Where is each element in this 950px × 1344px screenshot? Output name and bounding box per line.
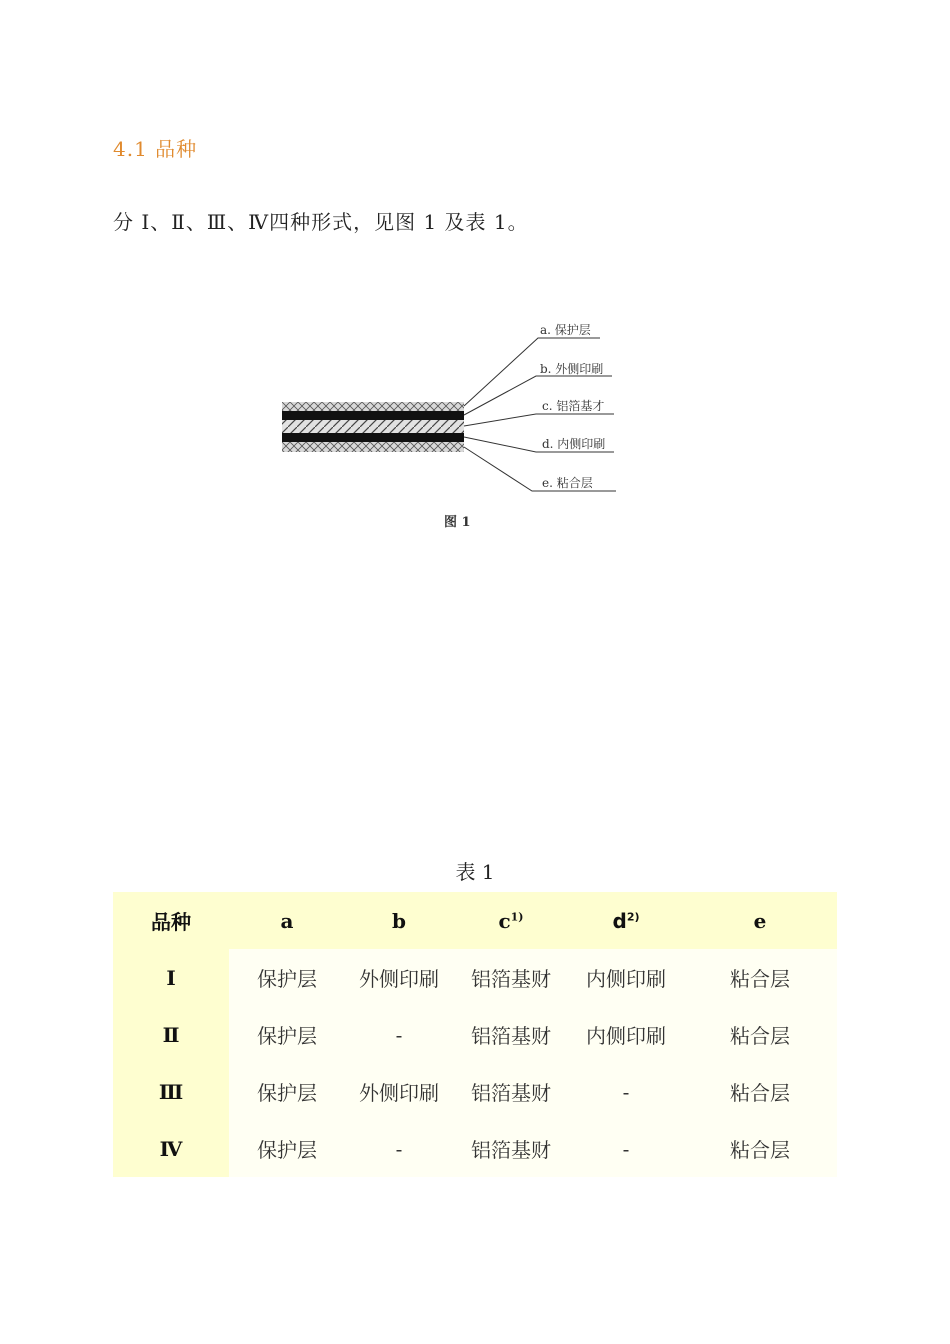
table-caption: 表 1 bbox=[455, 860, 495, 884]
figure-label-a: a. 保护层 bbox=[540, 323, 591, 337]
header-c-note: 1) bbox=[510, 909, 524, 923]
header-b: b bbox=[345, 892, 453, 949]
table-header-row bbox=[113, 892, 837, 949]
header-c bbox=[453, 892, 569, 949]
table-row bbox=[113, 1006, 837, 1063]
table-row bbox=[113, 1063, 837, 1120]
figure-caption: 图 1 bbox=[444, 515, 471, 530]
table-cell: - bbox=[345, 1006, 453, 1063]
table-cell: 粘合层 bbox=[683, 1120, 837, 1177]
table-cell: 外侧印刷 bbox=[345, 949, 453, 1006]
body-paragraph: 分 Ⅰ、Ⅱ、Ⅲ、Ⅳ四种形式，见图 1 及表 1。 bbox=[113, 210, 529, 234]
header-c-label: c bbox=[498, 908, 511, 933]
row-type: Ⅱ bbox=[113, 1006, 229, 1063]
figure-label-d: d. 内侧印刷 bbox=[542, 437, 606, 451]
table-cell: 粘合层 bbox=[683, 949, 837, 1006]
table-cell: 保护层 bbox=[229, 1006, 345, 1063]
header-d-label: d bbox=[612, 908, 627, 933]
header-e: e bbox=[683, 892, 837, 949]
table-cell: 铝箔基财 bbox=[453, 1063, 569, 1120]
table-cell: 外侧印刷 bbox=[345, 1063, 453, 1120]
row-type: Ⅳ bbox=[113, 1120, 229, 1177]
variety-table bbox=[113, 892, 837, 1177]
table-cell: 粘合层 bbox=[683, 1006, 837, 1063]
layer-c bbox=[282, 420, 464, 433]
table-cell: 粘合层 bbox=[683, 1063, 837, 1120]
leader-line-c bbox=[464, 414, 614, 426]
table-cell: - bbox=[569, 1063, 683, 1120]
table-cell: 保护层 bbox=[229, 1120, 345, 1177]
table-cell: 内侧印刷 bbox=[569, 1006, 683, 1063]
layer-a bbox=[282, 402, 464, 411]
layer-structure-figure bbox=[270, 310, 630, 540]
table-cell: 铝箔基财 bbox=[453, 1006, 569, 1063]
figure-label-b: b. 外侧印刷 bbox=[540, 362, 604, 376]
layer-d bbox=[282, 433, 464, 442]
table-cell: - bbox=[569, 1120, 683, 1177]
layer-e bbox=[282, 442, 464, 452]
table-cell: 铝箔基财 bbox=[453, 1120, 569, 1177]
table-cell: 保护层 bbox=[229, 1063, 345, 1120]
table-cell: - bbox=[345, 1120, 453, 1177]
table-cell: 铝箔基财 bbox=[453, 949, 569, 1006]
layer-b bbox=[282, 411, 464, 420]
table-row bbox=[113, 1120, 837, 1177]
layer-diagram bbox=[270, 310, 630, 540]
figure-label-c: c. 铝箔基才 bbox=[542, 399, 605, 413]
header-d bbox=[569, 892, 683, 949]
leader-line-e bbox=[464, 447, 616, 491]
header-d-note: 2) bbox=[626, 909, 640, 923]
figure-label-e: e. 粘合层 bbox=[542, 476, 593, 490]
row-type: Ⅰ bbox=[113, 949, 229, 1006]
header-variety: 品种 bbox=[113, 892, 229, 949]
row-type: Ⅲ bbox=[113, 1063, 229, 1120]
section-heading: 4.1 品种 bbox=[113, 137, 198, 161]
table-cell: 内侧印刷 bbox=[569, 949, 683, 1006]
header-a: a bbox=[229, 892, 345, 949]
table-cell: 保护层 bbox=[229, 949, 345, 1006]
table-row bbox=[113, 949, 837, 1006]
